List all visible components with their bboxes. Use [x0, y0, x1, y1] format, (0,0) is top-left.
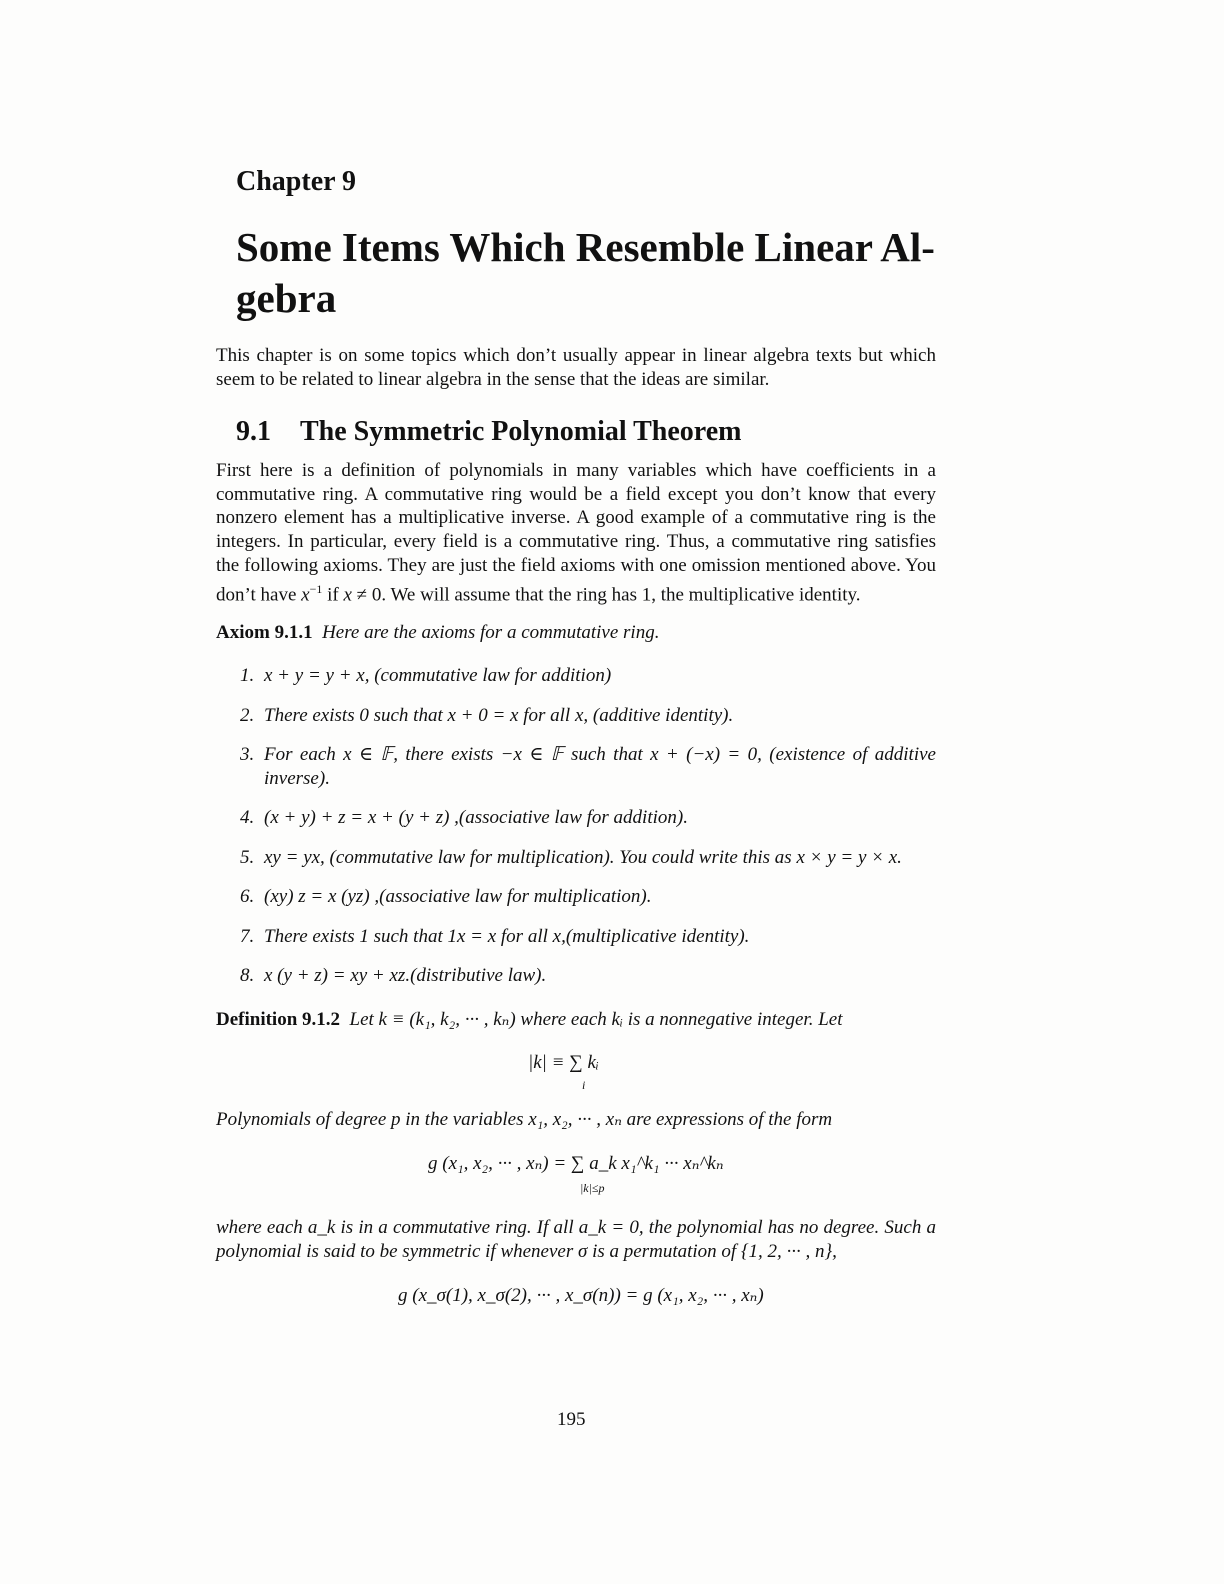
axiom-item: 2. There exists 0 such that x + 0 = x for all x, (additive identity).: [240, 705, 734, 726]
equation-abs-k: |k| ≡ ∑ kᵢ: [528, 1052, 599, 1073]
axiom-item: 7. There exists 1 such that 1x = x for all x,(multiplicative identity).: [240, 926, 750, 947]
axiom-item: 1. x + y = y + x, (commutative law for addition): [240, 665, 612, 686]
axiom-text: Here are the axioms for a commutative ring.: [322, 622, 660, 643]
axiom-statement: [216, 621, 936, 645]
section-paragraph: First here is a definition of polynomials in many variables which have coefficients in a commutative ring. A commutative ring would be a field except you don’t know that every nonzero element has a multiplicative inverse. A good example of a commutative ring is the integers. In particular, every field is a commutative ring. Thus, a commutative ring satisfies the following axioms. They are just the field axioms with one omission mentioned above. You don’t have $x^{-1}$ if x ≠ 0. We will assume that the ring has 1, the multiplicative identity.: [216, 460, 936, 605]
axiom-item: 4. (x + y) + z = x + (y + z) ,(associative law for addition).: [240, 807, 688, 828]
axiom-label: Axiom 9.1.1: [216, 622, 313, 643]
definition-label: Definition 9.1.2: [216, 1009, 341, 1030]
equation-polynomial: g (x₁, x₂, ··· , xₙ) = ∑ a_k x₁^k₁ ··· xₙ^kₙ: [428, 1153, 724, 1174]
definition-statement: [216, 1008, 936, 1032]
chapter-intro: This chapter is on some topics which don’t usually appear in linear algebra texts but which seem to be related to linear algebra in the sense that the ideas are similar.: [216, 345, 936, 390]
page-number: 195: [557, 1409, 586, 1430]
axiom-item: 5. xy = yx, (commutative law for multiplication). You could write this as x × y = y × x.: [240, 847, 902, 868]
chapter-label: Chapter 9: [236, 166, 357, 197]
section-number: 9.1: [236, 416, 271, 447]
equation-abs-k-subscript: i: [582, 1078, 586, 1092]
equation-symmetric: g (x_σ(1), x_σ(2), ··· , x_σ(n)) = g (x₁, x₂, ··· , xₙ): [398, 1285, 764, 1306]
symmetric-definition: where each a_k is in a commutative ring. If all a_k = 0, the polynomial has no degree. Such a polynomial is said to be symmetric if whenever σ is a permutation of {1, 2, ··· , n},: [216, 1217, 936, 1262]
definition-lead: Let k ≡ (k₁, k₂, ··· , kₙ) where each kᵢ is a nonnegative integer. Let: [349, 1009, 843, 1030]
axiom-item: 3. For each x ∈ 𝔽, there exists −x ∈ 𝔽 such that x + (−x) = 0, (existence of additive inverse).: [240, 744, 936, 789]
polynomial-line: Polynomials of degree p in the variables x₁, x₂, ··· , xₙ are expressions of the form: [216, 1109, 833, 1130]
axiom-item: 8. x (y + z) = xy + xz.(distributive law).: [240, 965, 547, 986]
chapter-title: Some Items Which Resemble Linear Al- gebra: [236, 224, 935, 321]
section-heading: [236, 416, 741, 448]
equation-polynomial-subscript: |k|≤p: [580, 1181, 605, 1195]
section-title: The Symmetric Polynomial Theorem: [300, 416, 742, 447]
axiom-item: 6. (xy) z = x (yz) ,(associative law for multiplication).: [240, 886, 652, 907]
